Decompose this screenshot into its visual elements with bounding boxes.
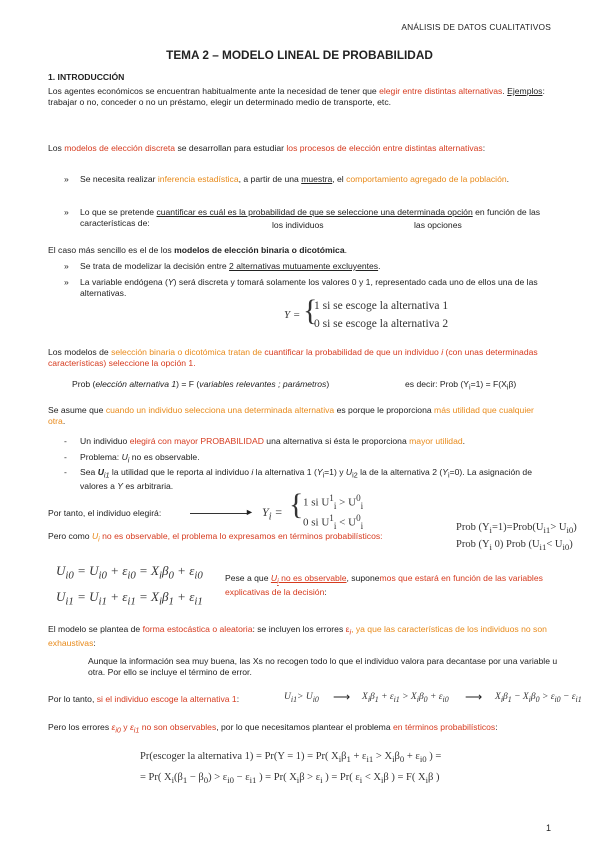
prob-box-line-2: Prob ($Y_i$ 0) Prob $(U_{i1}< U_{i0})$ [456,539,573,553]
section-heading: 1. INTRODUCCIÓN [48,72,125,82]
options-label: las opciones [414,220,462,230]
equation-case-2: 0 si se escoge la alternativa 2 [314,318,449,330]
probabilistic-paragraph: Pero los errores $\varepsilon_{i0}$ y $\varepsilon_{i1}$ no son observables, por lo que necesitamos plantear el problema en términos probabilísticos: [48,722,498,735]
implies-arrow-icon: ⟶ [333,690,351,704]
dash-item: - Un individuo elegirá con mayor PROBABILIDAD una alternativa si ésta le proporciona mayor utilidad. [64,436,466,446]
running-header: ANÁLISIS DE DATOS CUALITATIVOS [401,22,551,32]
alt1-paragraph: Por lo tanto, si el individuo escoge la alternativa 1: [48,694,240,704]
individuals-label: los individuos [272,220,324,230]
dash-item: - Problema: $U_i$ no es observable. [64,452,200,465]
discrete-choice-paragraph: Los modelos de elección discreta se desarrollan para estudiar los procesos de elección entre distintas alternativas: [48,143,486,153]
final-eq-line-1: Pr(escoger la alternativa 1) = Pr(Y = 1) = Pr( $X_i\beta_1 + \varepsilon_{i1} > X_i\beta_0 + \varepsilon_{i0}$ ) = [140,751,442,765]
bullet-item: » Se necesita realizar inferencia estadística, a partir de una muestra, el comportamiento agregado de la población. [64,174,510,184]
brace-icon: { [289,488,304,521]
choice-lhs: $Y_i$ = [262,505,283,523]
page-title: TEMA 2 – MODELO LINEAL DE PROBABILIDAD [166,48,433,62]
equation-case-1: 1 si se escoge la alternativa 1 [314,300,449,312]
alt1-utility: $U_{i1}> U_{i0}$ [284,692,319,704]
explanatory-paragraph: Pese a que $U_i$ no es observable, suponemos que estará en función de las variables explicativas de la decisión: [225,573,543,597]
binary-paragraph: El caso más sencillo es el de los modelos de elección binaria o dicotómica. [48,245,347,255]
prob-definition: Prob (elección alternativa 1) = F (variables relevantes ; parámetros) [72,379,330,389]
alt1-result: $X_i\beta_1 - X_i\beta_0 > \varepsilon_{i0} - \varepsilon_{i1}$ [495,692,582,704]
arrow-head-icon: ► [245,507,254,517]
arrow-line [190,513,248,514]
choice-case-1: 1 si $U^1_i > U^0_i$ [303,493,364,511]
bullet-item: » Lo que se pretende cuantificar es cuál es la probabilidad de que se seleccione una determinada opción en función de las características de: [64,207,541,228]
prob-equivalence: es decir: Prob $(Y_i=1) = F(X_i\beta)$ [405,379,517,392]
page-number: 1 [545,823,551,833]
dash-item: - Sea $U_{i1}$ la utilidad que le reporta al individuo i la alternativa 1 $(Y_i=1)$ y $U_{i2}$ la de la alternativa 2 $(Y_i=0)$. La asignación de valores a Y es arbitraria. [64,467,532,491]
intro-paragraph: Los agentes económicos se encuentran habitualmente ante la necesidad de tener que elegir entre distintas alternativas. Ejemplos: trabajar o no, conceder o no un préstamo, elegir un determinado medio de transporte, etc. [48,86,545,107]
unobservable-paragraph: Pero como $U_i$ no es observable, el problema lo expresamos en términos probabilísticos: [48,531,383,544]
utility-paragraph: Se asume que cuando un individuo selecciona una determinada alternativa es porque le proporciona más utilidad que cualquier otra. [48,405,534,426]
choice-paragraph: Por tanto, el individuo elegirá: [48,508,162,518]
utility-eq-1: $U_{i1} = U_{i1} + \varepsilon_{i1} = X_i\beta_1 + \varepsilon_{i1}$ [56,589,203,608]
error-note: Aunque la información sea muy buena, las Xs no recogen todo lo que el individuo valora para decantase por una variable u otra. Por ello se incluye el término de error. [88,656,558,677]
alt1-ineq: $X_i\beta_1 + \varepsilon_{i1} > X_i\beta_0 + \varepsilon_{i0}$ [362,692,449,704]
implies-arrow-icon: ⟶ [465,690,483,704]
binary-selection-paragraph: Los modelos de selección binaria o dicotómica tratan de cuantificar la probabilidad de que un individuo i (con unas determinadas características) seleccione la opción 1. [48,347,538,368]
final-eq-line-2: = Pr( $X_i(\beta_1 - \beta_0) > \varepsilon_{i0} - \varepsilon_{i1}$ ) = Pr( $X_i\beta > \varepsilon_i$ ) = Pr( $\varepsilon_i < X_i\beta$ ) = F( $X_i\beta$ ) [140,772,440,786]
utility-eq-0: $U_{i0} = U_{i0} + \varepsilon_{i0} = X_i\beta_0 + \varepsilon_{i0}$ [56,563,203,582]
prob-box-line-1: Prob $(Y_i=1)=Prob(U_{i1}> U_{i0})$ [456,522,577,536]
equation-lhs: Y = [284,309,301,321]
bullet-item: » Se trata de modelizar la decisión entre 2 alternativas mutuamente excluyentes. [64,261,381,271]
brace-icon: { [303,294,318,327]
choice-case-2: 0 si $U^1_i < U^0_i$ [303,513,364,531]
bullet-item: » La variable endógena (Y) será discreta y tomará solamente los valores 0 y 1, representado cada uno de ellos una de las alternativas. [64,277,538,298]
characteristics-label [80,220,217,231]
stochastic-paragraph: El modelo se plantea de forma estocástica o aleatoria: se incluyen los errores $\varepsilon_i$, ya que las características de los individuos no son exhaustivas: [48,624,547,648]
